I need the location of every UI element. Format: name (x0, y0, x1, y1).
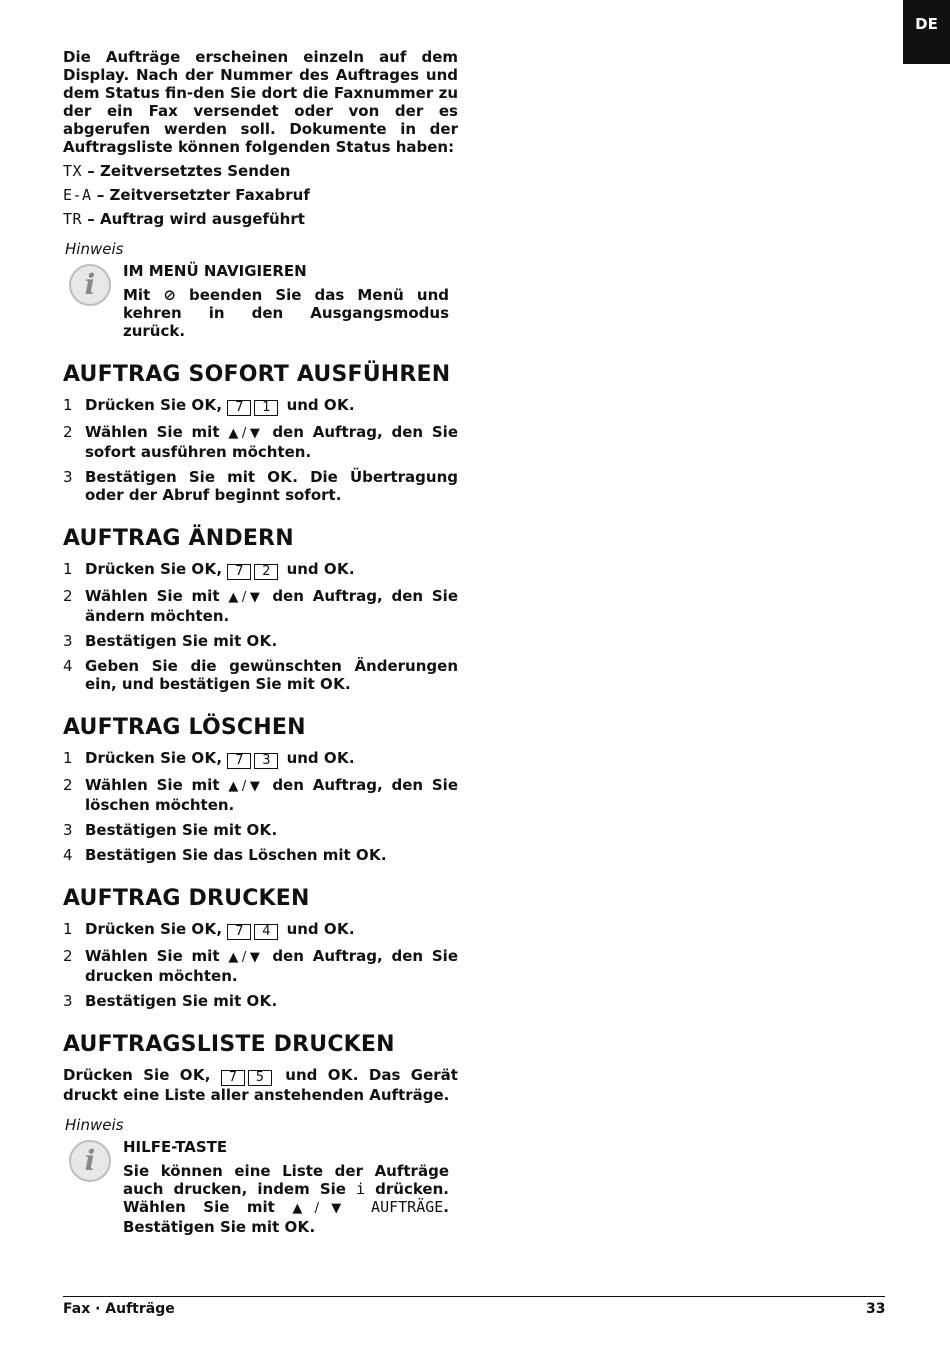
hint-label: Hinweis (65, 1116, 124, 1134)
step-item (63, 821, 458, 839)
key-7: 7 (227, 753, 251, 769)
status-text: – Zeitversetzter Faxabruf (96, 186, 310, 204)
stop-icon: ⊘ (163, 286, 176, 304)
key-3: 3 (254, 753, 278, 769)
step-item (63, 657, 458, 693)
step-number: 2 (63, 947, 73, 965)
status-code: TR (63, 210, 83, 228)
step-number: 1 (63, 560, 73, 578)
step-text: Wählen Sie mit ▲/▼ den Auftrag, den Sie ändern möchten. (85, 587, 458, 625)
status-code: TX (63, 162, 83, 180)
step-item (63, 423, 458, 461)
key-7: 7 (221, 1070, 245, 1086)
step-number: 1 (63, 749, 73, 767)
step-text: Bestätigen Sie mit OK. (85, 992, 278, 1010)
step-item (63, 947, 458, 985)
key-2: 2 (254, 564, 278, 580)
note-box (63, 1138, 458, 1236)
step-item (63, 468, 458, 504)
section-heading: AUFTRAG LÖSCHEN (63, 715, 306, 740)
language-label: DE (915, 15, 938, 33)
language-tab (903, 0, 950, 64)
step-item (63, 749, 458, 769)
step-number: 2 (63, 423, 73, 441)
status-item (63, 186, 458, 204)
status-code: E-A (63, 186, 92, 204)
key-1: 1 (254, 400, 278, 416)
status-text: – Auftrag wird ausgeführt (87, 210, 305, 228)
step-item (63, 396, 458, 416)
key-7: 7 (227, 924, 251, 940)
step-number: 3 (63, 992, 73, 1010)
step-text: Wählen Sie mit ▲/▼ den Auftrag, den Sie drucken möchten. (85, 947, 458, 985)
intro-paragraph: Die Aufträge erscheinen einzeln auf dem Display. Nach der Nummer des Auftrages und dem Status fin-den Sie dort die Faxnummer zu der ein Fax versendet oder von der es abgerufen werden soll. Dokumente in der Auftragsliste können folgenden Status haben: (63, 48, 458, 156)
step-number: 4 (63, 657, 73, 675)
step-item (63, 846, 458, 864)
note-title: IM MENÜ NAVIGIEREN (123, 262, 307, 280)
step-number: 4 (63, 846, 73, 864)
note-text: Sie können eine Liste der Aufträge auch drucken, indem Sie i drücken. Wählen Sie mit ▲/▼ AUFTRÄGE. Bestätigen Sie mit OK. (123, 1162, 449, 1236)
footer-section-title: Fax · Aufträge (63, 1301, 175, 1317)
note-body (123, 1138, 449, 1236)
info-icon (69, 1140, 111, 1182)
step-text: Wählen Sie mit ▲/▼ den Auftrag, den Sie löschen möchten. (85, 776, 458, 814)
section-heading: AUFTRAG ÄNDERN (63, 526, 294, 551)
step-text: Geben Sie die gewünschten Änderungen ein, und bestätigen Sie mit OK. (85, 657, 458, 693)
section-paragraph: Drücken Sie OK, 7 5 und OK. Das Gerät druckt eine Liste aller anstehenden Aufträge. (63, 1066, 458, 1104)
key-4: 4 (254, 924, 278, 940)
step-item (63, 920, 458, 940)
info-icon-glyph: i (84, 1144, 96, 1177)
note-text-part: Mit (123, 286, 151, 304)
step-item (63, 560, 458, 580)
step-text: Bestätigen Sie mit OK. Die Übertragung oder der Abruf beginnt sofort. (85, 468, 458, 504)
step-number: 1 (63, 396, 73, 414)
up-down-arrows-icon: ▲/▼ (228, 779, 264, 794)
step-number: 1 (63, 920, 73, 938)
info-icon-glyph: i (84, 268, 96, 301)
step-item (63, 587, 458, 625)
step-text: Drücken Sie OK, 7 2 und OK. (85, 560, 355, 579)
step-number: 2 (63, 587, 73, 605)
note-text (123, 286, 449, 340)
step-number: 3 (63, 632, 73, 650)
step-number: 2 (63, 776, 73, 794)
note-box (63, 262, 458, 340)
footer-divider (63, 1296, 885, 1297)
step-text: Bestätigen Sie mit OK. (85, 821, 278, 839)
step-list (63, 396, 458, 504)
section-heading: AUFTRAG SOFORT AUSFÜHREN (63, 362, 451, 387)
up-down-arrows-icon: ▲/▼ (228, 426, 264, 441)
info-key-icon: i (356, 1180, 366, 1198)
step-text: Bestätigen Sie das Löschen mit OK. (85, 846, 387, 864)
status-item (63, 162, 458, 180)
step-list (63, 560, 458, 693)
step-text: Drücken Sie OK, 7 3 und OK. (85, 749, 355, 768)
step-item (63, 632, 458, 650)
section-heading: AUFTRAG DRUCKEN (63, 886, 310, 911)
section-heading: AUFTRAGSLISTE DRUCKEN (63, 1032, 395, 1057)
step-text: Drücken Sie OK, 7 4 und OK. (85, 920, 355, 939)
hint-label: Hinweis (65, 240, 124, 258)
main-column (63, 48, 458, 1240)
note-title: HILFE-TASTE (123, 1138, 228, 1156)
info-icon (69, 264, 111, 306)
step-text: Bestätigen Sie mit OK. (85, 632, 278, 650)
status-text: – Zeitversetztes Senden (87, 162, 291, 180)
step-number: 3 (63, 468, 73, 486)
key-7: 7 (227, 564, 251, 580)
page-number: 33 (866, 1301, 886, 1317)
key-5: 5 (248, 1070, 272, 1086)
note-text-part: beenden Sie das Menü und kehren in den Ausgangsmodus zurück. (123, 286, 449, 340)
status-item (63, 210, 458, 228)
up-down-arrows-icon: ▲/▼ (228, 950, 264, 965)
menu-item-label: AUFTRÄGE (371, 1198, 444, 1216)
step-list (63, 920, 458, 1010)
up-down-arrows-icon: ▲/▼ (292, 1201, 354, 1216)
step-text: Drücken Sie OK, 7 1 und OK. (85, 396, 355, 415)
step-list (63, 749, 458, 864)
step-number: 3 (63, 821, 73, 839)
step-item (63, 776, 458, 814)
step-item (63, 992, 458, 1010)
key-7: 7 (227, 400, 251, 416)
note-body (123, 262, 449, 340)
up-down-arrows-icon: ▲/▼ (228, 590, 264, 605)
step-text: Wählen Sie mit ▲/▼ den Auftrag, den Sie sofort ausführen möchten. (85, 423, 458, 461)
